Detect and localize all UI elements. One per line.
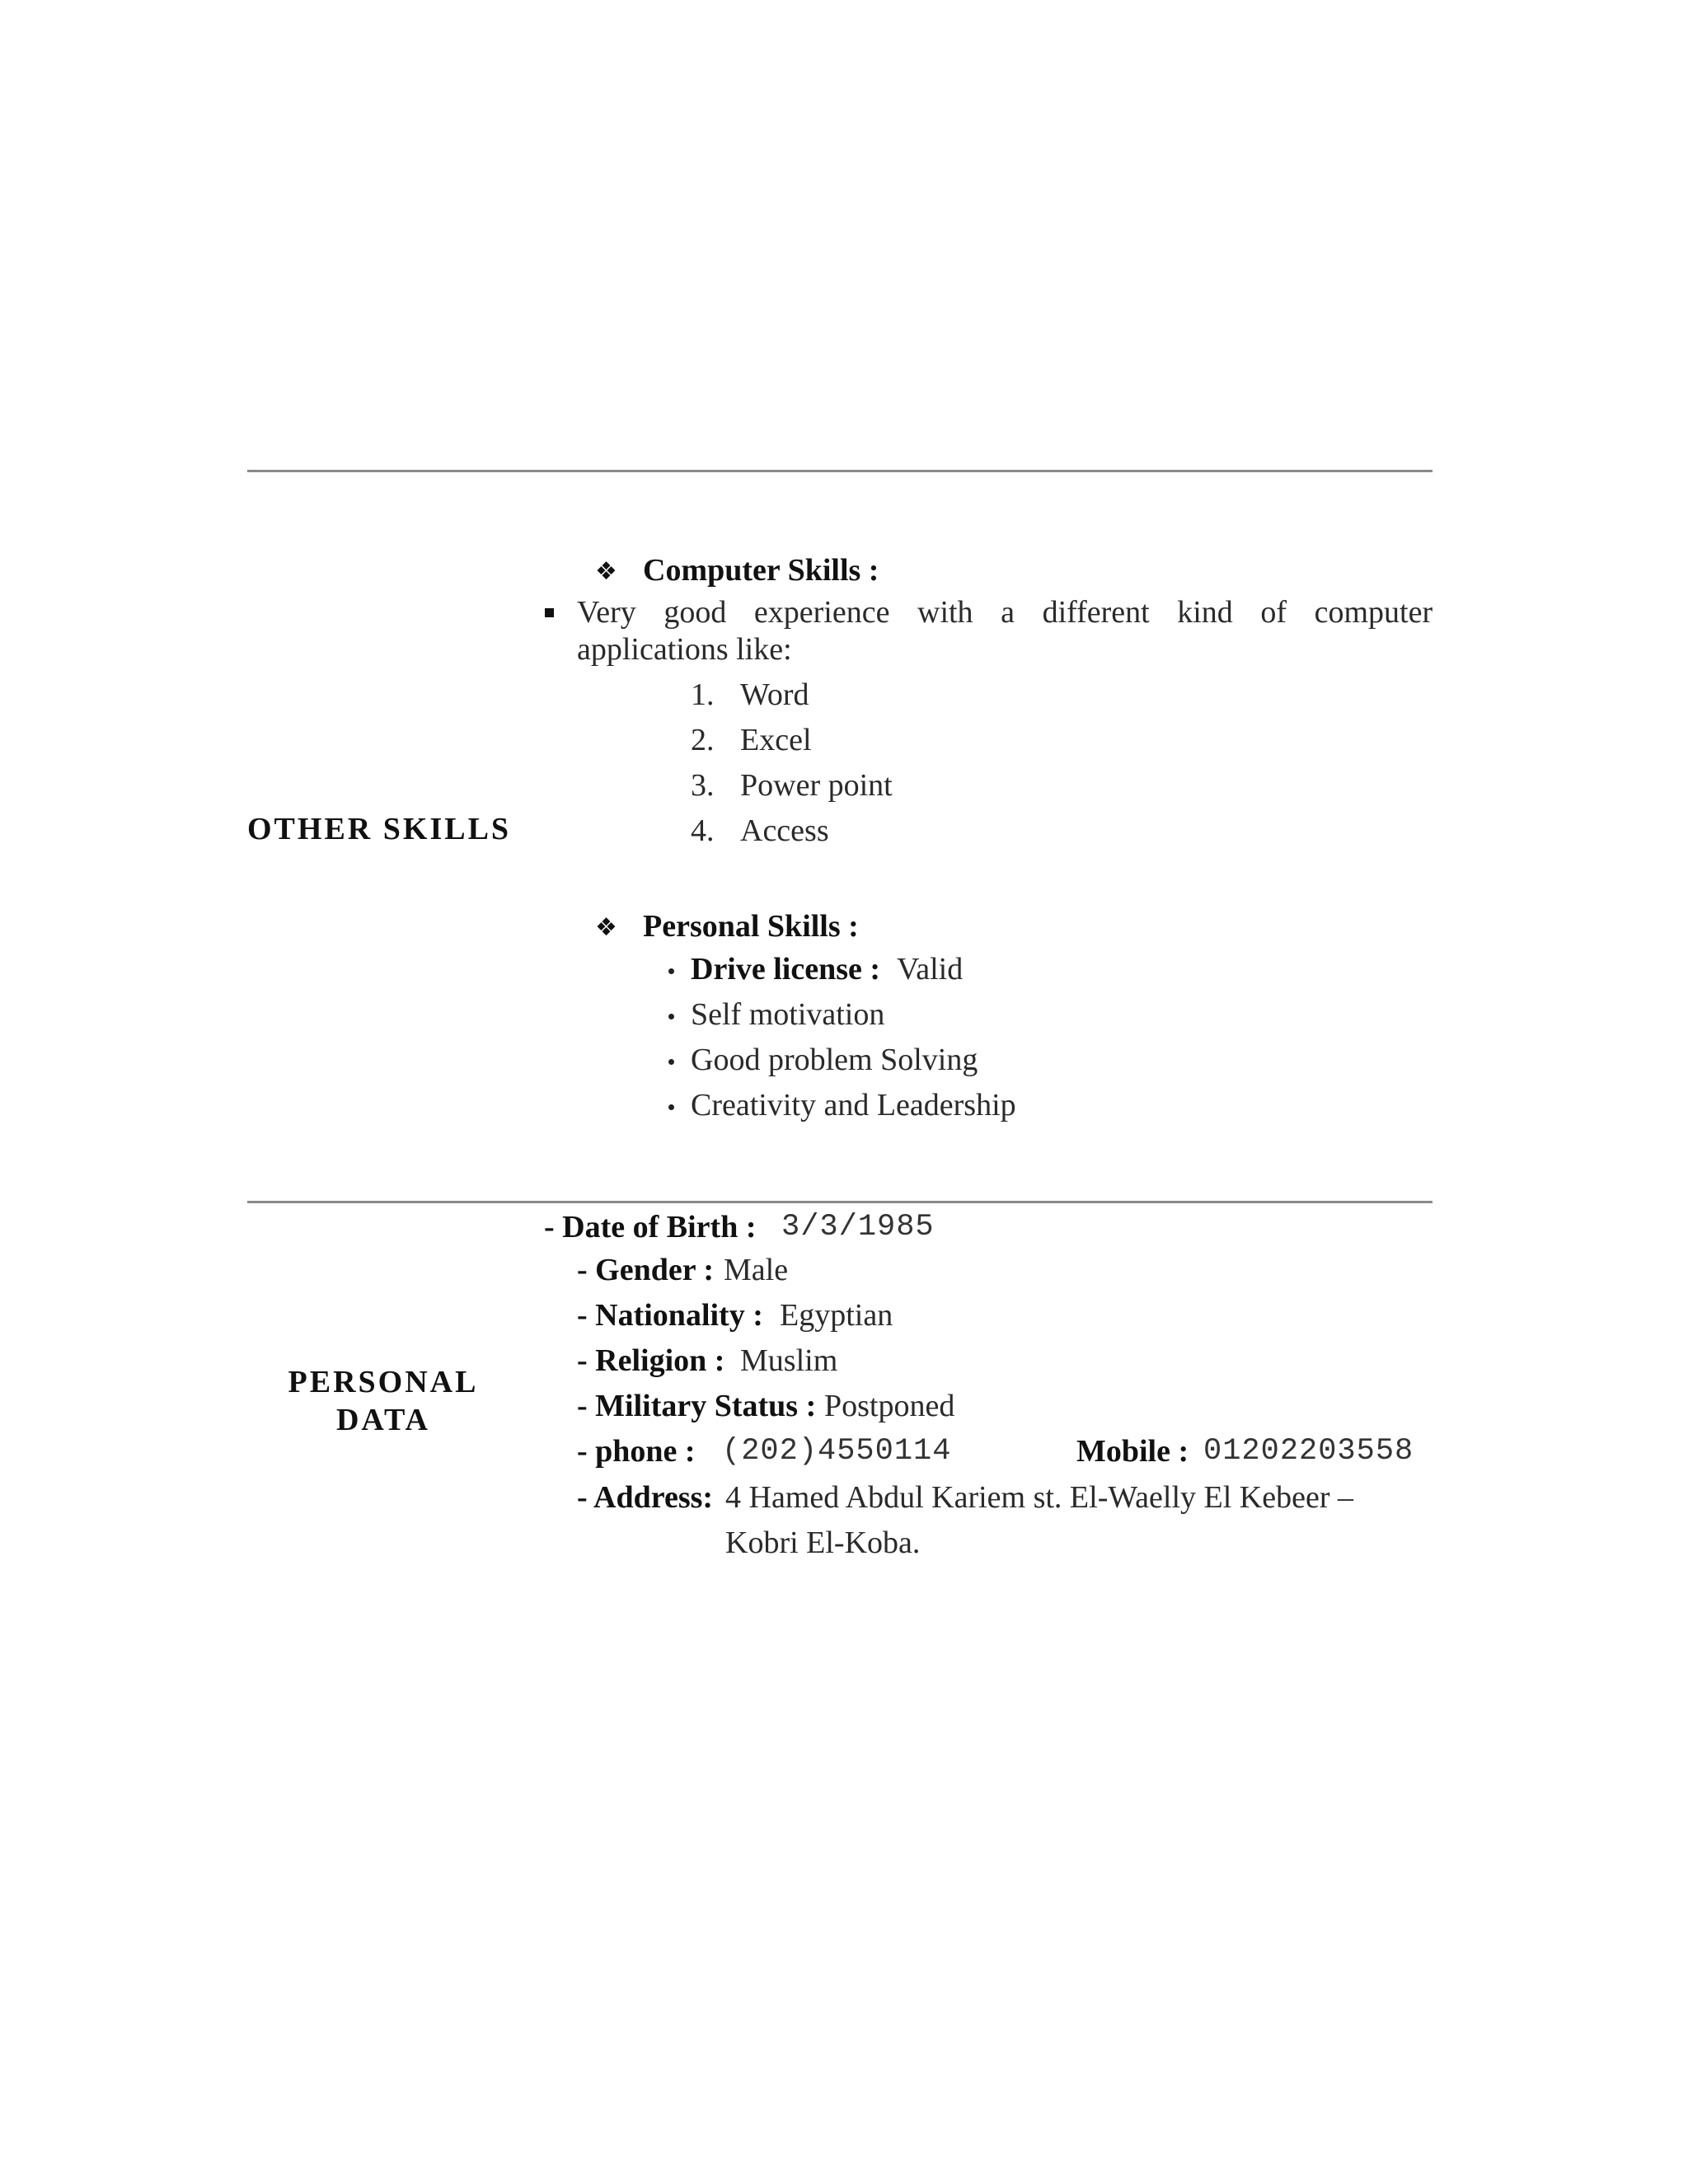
dot-bullet-icon [668,968,674,974]
app-item-word: Word [740,677,809,712]
nationality-label: - Nationality : [577,1298,763,1333]
dot-bullet-icon [668,1059,674,1065]
app-item-power-point: Power point [740,768,893,803]
dob-value: 3/3/1985 [781,1210,935,1244]
address-label: - Address: [577,1480,714,1515]
mobile-value: 01202203558 [1203,1434,1414,1469]
app-item-excel: Excel [740,723,812,757]
square-bullet-icon [545,608,554,617]
other-skills-heading: OTHER SKILLS [247,812,512,846]
dob-label: - Date of Birth : [544,1210,757,1244]
personal-skill-item: Self motivation [691,997,885,1032]
phone-value: (202)4550114 [722,1434,952,1469]
app-number: 3. [691,768,715,803]
personal-skills-title: Personal Skills : [643,909,859,944]
military-status-label: - Military Status : [577,1389,817,1423]
drive-license-label: Drive license : [691,952,881,987]
computer-skills-description-line1: Very good experience with a different kind of computer [577,595,1433,630]
mobile-label: Mobile : [1076,1434,1189,1469]
app-number: 2. [691,723,715,757]
app-number: 1. [691,677,715,712]
diamond-bullet-icon: ❖ [595,557,617,586]
nationality-value: Egyptian [780,1298,893,1333]
personal-data-heading [247,1363,519,1439]
phone-label: - phone : [577,1434,696,1469]
address-line1: 4 Hamed Abdul Kariem st. El-Waelly El Kebeer – [725,1480,1353,1515]
computer-skills-description-line2: applications like: [577,632,792,667]
address-line2: Kobri El-Koba. [725,1526,921,1560]
drive-license-value: Valid [897,952,964,987]
personal-skill-item: Good problem Solving [691,1043,978,1077]
religion-label: - Religion : [577,1343,725,1378]
personal-skill-item: Creativity and Leadership [691,1088,1016,1122]
section-divider [247,1201,1432,1203]
computer-skills-title: Computer Skills : [643,553,879,588]
religion-value: Muslim [740,1343,838,1378]
dot-bullet-icon [668,1014,674,1019]
personal-data-heading-line2: DATA [335,1403,431,1437]
military-status-value: Postponed [824,1389,955,1423]
gender-value: Male [724,1253,789,1287]
app-item-access: Access [740,813,829,848]
diamond-bullet-icon: ❖ [595,913,617,942]
dot-bullet-icon [668,1104,674,1110]
top-divider [247,470,1432,472]
gender-label: - Gender : [577,1253,715,1287]
app-number: 4. [691,813,715,848]
personal-data-heading-line1: PERSONAL [288,1365,479,1399]
